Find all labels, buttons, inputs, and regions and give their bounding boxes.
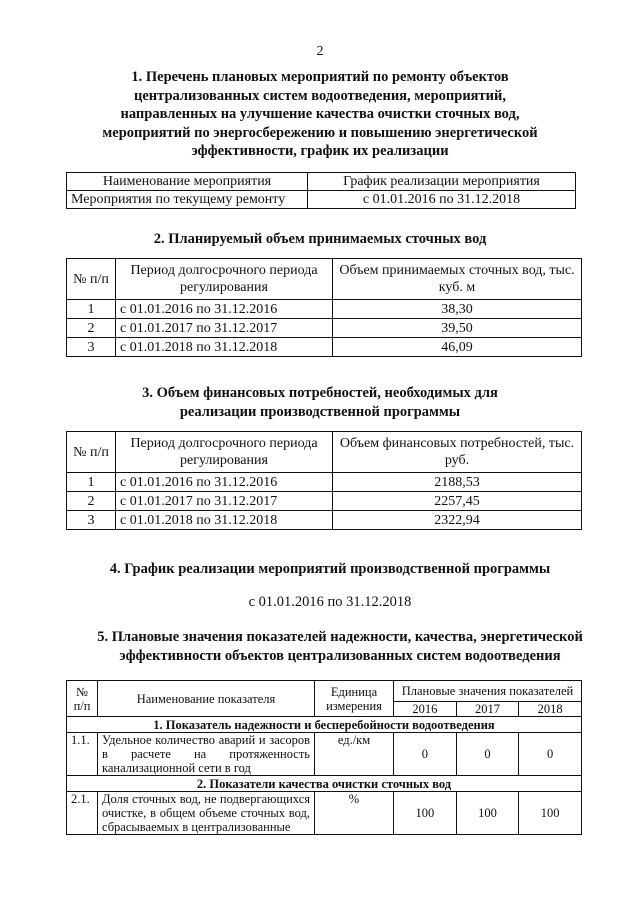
header-number: № п/п xyxy=(67,681,98,717)
indicators-table xyxy=(66,680,582,835)
section-4-period: с 01.01.2016 по 31.12.2018 xyxy=(248,594,412,610)
row-number: 2.1. xyxy=(67,792,98,835)
header-measure-name: Наименование мероприятия xyxy=(67,173,308,191)
section-3-title: 3. Объем финансовых потребностей, необходимых для реализации производственной программы xyxy=(142,385,498,420)
row-period: с 01.01.2016 по 31.12.2016 xyxy=(116,473,333,492)
section-row: 2. Показатели качества очистки сточных вод xyxy=(67,776,582,792)
header-volume: Объем принимаемых сточных вод, тыс. куб. м xyxy=(333,259,582,300)
row-period: с 01.01.2017 по 31.12.2017 xyxy=(116,492,333,511)
financial-needs-table xyxy=(66,431,582,530)
header-number: № п/п xyxy=(67,259,116,300)
row-value: 2322,94 xyxy=(333,511,582,530)
row-value-2017: 100 xyxy=(456,792,519,835)
row-value-2016: 100 xyxy=(394,792,457,835)
row-indicator-name: Удельное количество аварий и засоров в расчете на протяженность канализационной сети в год xyxy=(98,733,315,776)
section-5-title: 5. Плановые значения показателей надежности, качества, энергетической эффективности объектов централизованных систем водоотведения xyxy=(97,629,583,664)
row-period: с 01.01.2018 по 31.12.2018 xyxy=(116,338,333,357)
section-1-title: 1. Перечень плановых мероприятий по ремонту объектов централизованных систем водоотведения, мероприятий, направленных на улучшение качества очистки сточных вод, мероприятий по энергосбережению и повышению энергетической эффективности, график их реализации xyxy=(102,69,538,159)
header-schedule: График реализации мероприятия xyxy=(308,173,576,191)
section-row: 1. Показатель надежности и бесперебойности водоотведения xyxy=(67,717,582,733)
row-value-2018: 100 xyxy=(519,792,582,835)
row-value-2018: 0 xyxy=(519,733,582,776)
header-plan-values: Плановые значения показателей xyxy=(394,681,582,702)
measure-schedule-cell: с 01.01.2016 по 31.12.2018 xyxy=(308,191,576,209)
row-value-2016: 0 xyxy=(394,733,457,776)
section-2-title: 2. Планируемый объем принимаемых сточных вод xyxy=(153,231,487,247)
row-value: 38,30 xyxy=(333,300,582,319)
measure-name-cell: Мероприятия по текущему ремонту xyxy=(67,191,308,209)
row-period: с 01.01.2016 по 31.12.2016 xyxy=(116,300,333,319)
row-unit: % xyxy=(315,792,394,835)
row-unit: ед./км xyxy=(315,733,394,776)
row-number: 2 xyxy=(67,319,116,338)
row-number: 1 xyxy=(67,473,116,492)
header-finance: Объем финансовых потребностей, тыс. руб. xyxy=(333,432,582,473)
row-period: с 01.01.2017 по 31.12.2017 xyxy=(116,319,333,338)
row-value: 2257,45 xyxy=(333,492,582,511)
header-number: № п/п xyxy=(67,432,116,473)
wastewater-volume-table xyxy=(66,258,582,357)
row-number: 3 xyxy=(67,338,116,357)
row-value: 2188,53 xyxy=(333,473,582,492)
header-unit: Единица измерения xyxy=(315,681,394,717)
header-year: 2016 xyxy=(394,702,457,717)
row-value-2017: 0 xyxy=(456,733,519,776)
row-value: 39,50 xyxy=(333,319,582,338)
row-number: 1.1. xyxy=(67,733,98,776)
section-4-title: 4. График реализации мероприятий производственной программы xyxy=(109,561,551,577)
measures-table xyxy=(66,172,576,209)
row-period: с 01.01.2018 по 31.12.2018 xyxy=(116,511,333,530)
header-year: 2018 xyxy=(519,702,582,717)
row-value: 46,09 xyxy=(333,338,582,357)
header-indicator-name: Наименование показателя xyxy=(98,681,315,717)
row-number: 1 xyxy=(67,300,116,319)
header-period: Период долгосрочного периода регулирования xyxy=(116,259,333,300)
row-indicator-name: Доля сточных вод, не подвергающихся очистке, в общем объеме сточных вод, сбрасываемых в централизованные xyxy=(98,792,315,835)
page-number: 2 xyxy=(316,44,324,59)
row-number: 3 xyxy=(67,511,116,530)
row-number: 2 xyxy=(67,492,116,511)
header-period: Период долгосрочного периода регулирования xyxy=(116,432,333,473)
header-year: 2017 xyxy=(456,702,519,717)
